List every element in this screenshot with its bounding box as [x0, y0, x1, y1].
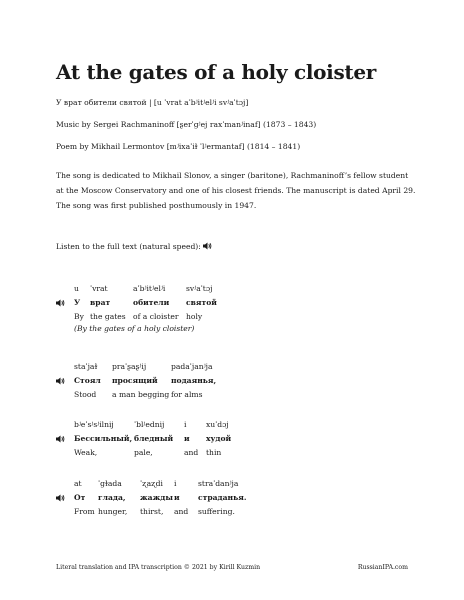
russian-word: обители [133, 298, 170, 307]
english-word: for alms [171, 390, 203, 399]
speaker-icon[interactable] [56, 377, 65, 387]
ipa-word: bʲeˈsʲsʲilnij [74, 420, 114, 429]
russian-word: От [74, 493, 86, 502]
english-word: and [174, 507, 189, 516]
ipa-word: u [74, 284, 79, 293]
ipa-word: xuˈdɔj [206, 420, 229, 429]
page-title: At the gates of a holy cloister [56, 60, 377, 84]
english-word: By [74, 312, 84, 321]
ipa-word: ˈʐaʐdi [140, 479, 163, 488]
listen-line [56, 242, 212, 252]
english-word: a man begging [112, 390, 170, 399]
english-word: thirst, [140, 507, 164, 516]
english-word: holy [186, 312, 203, 321]
poem-credit: Poem by Mikhail Lermontov [mʲixaˈiɫ ˈlʲermantaf] (1814 – 1841) [56, 142, 301, 151]
russian-word: святой [186, 298, 217, 307]
ipa-word: svʲaˈtɔj [186, 284, 213, 293]
ipa-word: praˈʂaʂʲij [112, 362, 147, 371]
english-word: Weak, [74, 448, 98, 457]
russian-word: подаянья, [171, 376, 217, 385]
russian-word: Стоял [74, 376, 101, 385]
russian-word: врат [90, 298, 111, 307]
ipa-word: padaˈjanʲja [171, 362, 213, 371]
russian-word: глада, [98, 493, 126, 502]
literal-translation-note: (By the gates of a holy cloister) [74, 324, 195, 333]
english-word: thin [206, 448, 222, 457]
intro-paragraph: The song is dedicated to Mikhail Slonov, a singer (baritone), Rachmaninoff’s fellow student at the Moscow Conservatory and one of his closest friends. The manuscript is dated April 29. The song was first published posthumously in 1947. [56, 171, 416, 210]
ipa-word: ˈblʲednij [134, 420, 165, 429]
russian-word: жажды [140, 493, 173, 502]
ipa-word: at [74, 479, 82, 488]
ipa-word: staˈjaɫ [74, 362, 98, 371]
ipa-word: aˈbʲitʲelʲi [133, 284, 166, 293]
russian-word: просящий [112, 376, 158, 385]
russian-word: и [184, 434, 190, 443]
footer-credit: Literal translation and IPA transcription © 2021 by Kirill Kuzmin [56, 564, 261, 571]
russian-word: и [174, 493, 180, 502]
russian-word: худой [206, 434, 232, 443]
russian-word: страданья. [198, 493, 247, 502]
english-word: and [184, 448, 199, 457]
speaker-icon[interactable] [56, 435, 65, 445]
speaker-icon[interactable] [56, 494, 65, 504]
english-word: hunger, [98, 507, 128, 516]
subtitle: У врат обители святой | [u ˈvrat aˈbʲitʲelʲi svʲaˈtɔj] [56, 98, 249, 107]
english-word: Stood [74, 390, 97, 399]
listen-label: Listen to the full text (natural speed): [56, 242, 201, 251]
english-word: suffering. [198, 507, 235, 516]
music-credit: Music by Sergei Rachmaninoff [ʂerˈgʲej raxˈmanʲinaf] (1873 – 1843) [56, 120, 317, 129]
russian-word: У [74, 298, 81, 307]
ipa-word: straˈdanʲja [198, 479, 239, 488]
speaker-icon[interactable] [56, 299, 65, 309]
english-word: pale, [134, 448, 153, 457]
ipa-word: i [174, 479, 177, 488]
russian-word: Бессильный, [74, 434, 133, 443]
speaker-icon[interactable] [203, 242, 212, 252]
footer-site-link[interactable]: RussianIPA.com [357, 564, 408, 571]
ipa-word: i [184, 420, 187, 429]
english-word: of a cloister [133, 312, 179, 321]
english-word: From [74, 507, 95, 516]
ipa-word: ˈgɫada [98, 479, 122, 488]
english-word: the gates [90, 312, 126, 321]
ipa-word: ˈvrat [90, 284, 108, 293]
russian-word: бледный [134, 434, 174, 443]
